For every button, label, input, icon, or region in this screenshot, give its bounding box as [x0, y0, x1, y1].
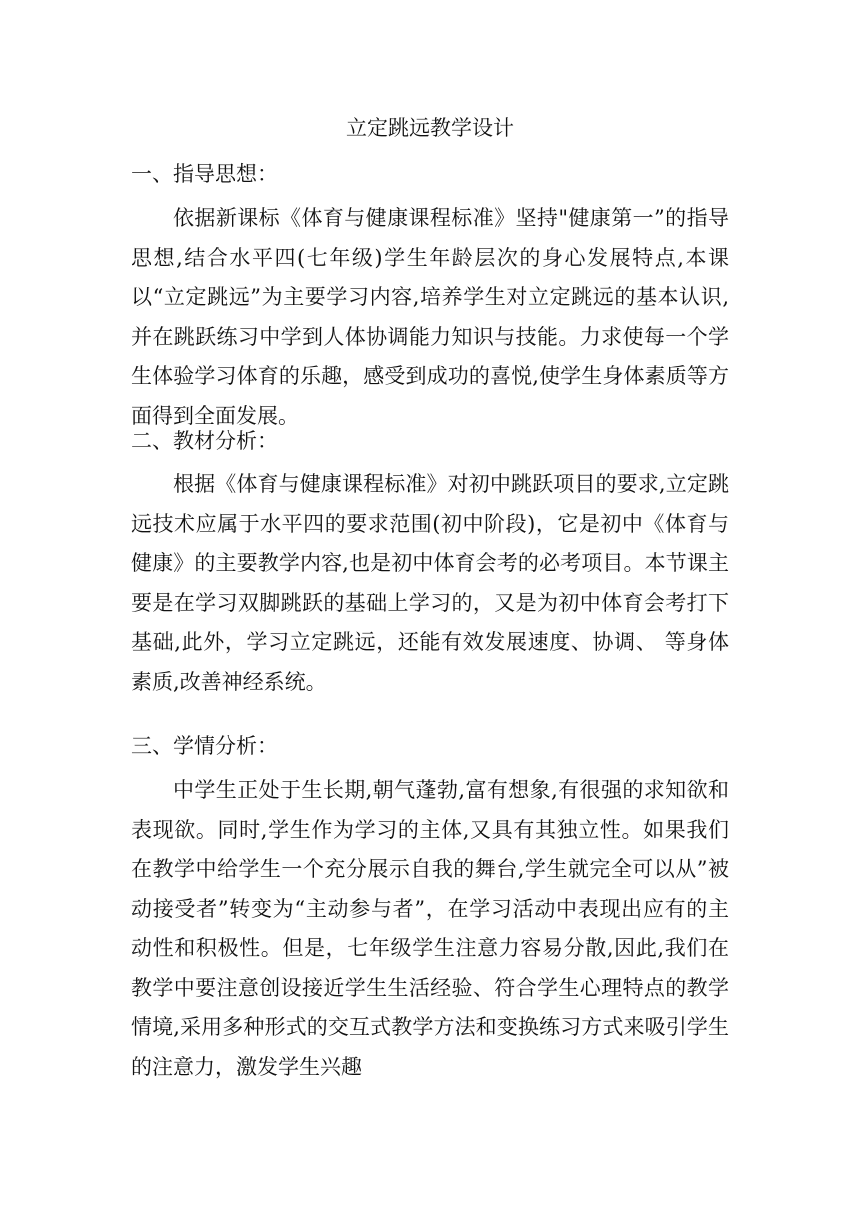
section-paragraph-student-analysis: 中学生正处于生长期,朝气蓬勃,富有想象,有很强的求知欲和表现欲。同时,学生作为学习的主体,又具有其独立性。如果我们在教学中给学生一个充分展示自我的舞台,学生就完全可以从”被动接受者”转变为“主动参与者”，在学习活动中表现出应有的主动性和积极性。但是，七年级学生注意力容易分散,因此,我们在教学中要注意创设接近学生生活经验、符合学生心理特点的教学情境,采用多种形式的交互式教学方法和变换练习方式来吸引学生的注意力，激发学生兴趣 — [131, 778, 729, 1079]
section-paragraph-guiding-ideology: 依据新课标《体育与健康课程标准》坚持"健康第一”的指导思想,结合水平四(七年级)学生年龄层次的身心发展特点,本课以“立定跳远”为主要学习内容,培养学生对立定跳远的基本认识,并在跳跃练习中学到人体协调能力知识与技能。力求使每一个学生体验学习体育的乐趣，感受到成功的喜悦,使学生身体素质等方面得到全面发展。 — [131, 206, 729, 428]
document-title: 立定跳远教学设计 — [346, 116, 514, 140]
section-heading-guiding-ideology: 一、指导思想： — [131, 162, 278, 186]
section-heading-student-analysis: 三、学情分析： — [131, 734, 278, 758]
section-paragraph-material-analysis: 根据《体育与健康课程标准》对初中跳跃项目的要求,立定跳远技术应属于水平四的要求范围(初中阶段)，它是初中《体育与健康》的主要教学内容,也是初中体育会考的必考项目。本节课主要是在学习双脚跳跃的基础上学习的，又是为初中体育会考打下基础,此外，学习立定跳远，还能有效发展速度、协调、 等身体素质,改善神经系统。 — [131, 472, 729, 694]
section-heading-material-analysis: 二、教材分析： — [131, 429, 278, 453]
